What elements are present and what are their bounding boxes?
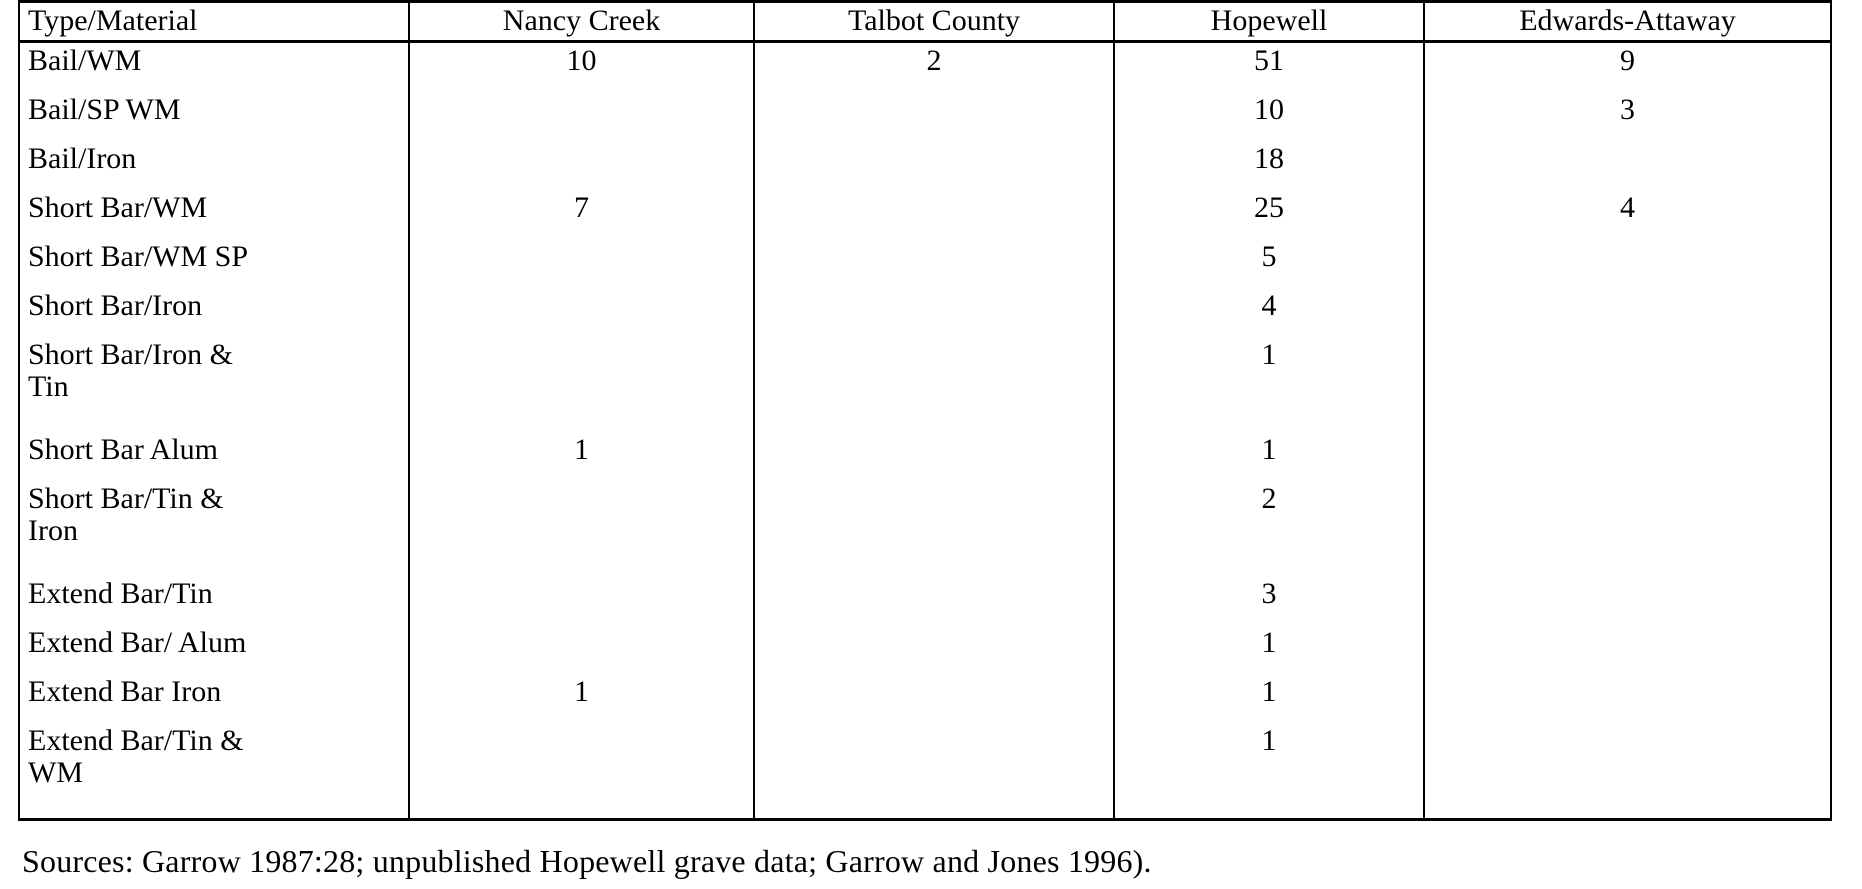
cell-value	[1424, 481, 1831, 576]
cell-value	[754, 625, 1114, 674]
table-row	[19, 92, 1831, 141]
table-header-row	[19, 2, 1831, 42]
cell-value	[409, 239, 754, 288]
cell-value	[1424, 141, 1831, 190]
cell-value	[409, 141, 754, 190]
cell-value: 2	[754, 42, 1114, 93]
coffin-hardware-table	[18, 0, 1832, 821]
row-label: Short Bar/Iron & Tin	[19, 337, 409, 432]
cell-value: 5	[1114, 239, 1424, 288]
row-label: Short Bar/WM	[19, 190, 409, 239]
row-label: Bail/WM	[19, 42, 409, 93]
table-row	[19, 42, 1831, 93]
cell-value: 1	[1114, 723, 1424, 820]
row-label: Extend Bar/Tin	[19, 576, 409, 625]
cell-value	[754, 674, 1114, 723]
row-label: Short Bar/Iron	[19, 288, 409, 337]
row-label: Short Bar/Tin & Iron	[19, 481, 409, 576]
cell-value: 4	[1424, 190, 1831, 239]
coffin-hardware-table-container	[18, 0, 1830, 821]
cell-value	[1424, 288, 1831, 337]
table-row	[19, 337, 1831, 432]
table-row	[19, 674, 1831, 723]
cell-value	[409, 576, 754, 625]
row-label: Extend Bar/ Alum	[19, 625, 409, 674]
row-label: Extend Bar Iron	[19, 674, 409, 723]
row-label: Bail/SP WM	[19, 92, 409, 141]
column-header-nancy-creek: Nancy Creek	[409, 2, 754, 42]
column-header-type-material: Type/Material	[19, 2, 409, 42]
cell-value	[754, 576, 1114, 625]
cell-value	[1424, 576, 1831, 625]
row-label: Bail/Iron	[19, 141, 409, 190]
table-row	[19, 576, 1831, 625]
table-body	[19, 42, 1831, 820]
cell-value: 3	[1114, 576, 1424, 625]
cell-value	[1424, 239, 1831, 288]
cell-value	[409, 337, 754, 432]
column-header-talbot-county: Talbot County	[754, 2, 1114, 42]
cell-value: 10	[1114, 92, 1424, 141]
table-row	[19, 239, 1831, 288]
row-label: Short Bar Alum	[19, 432, 409, 481]
cell-value: 18	[1114, 141, 1424, 190]
cell-value	[754, 92, 1114, 141]
column-header-hopewell: Hopewell	[1114, 2, 1424, 42]
cell-value	[409, 288, 754, 337]
table-header	[19, 2, 1831, 42]
cell-value	[1424, 674, 1831, 723]
cell-value	[409, 625, 754, 674]
cell-value	[754, 723, 1114, 820]
cell-value	[409, 481, 754, 576]
cell-value: 10	[409, 42, 754, 93]
table-row	[19, 432, 1831, 481]
cell-value: 1	[1114, 432, 1424, 481]
cell-value: 1	[1114, 337, 1424, 432]
cell-value: 2	[1114, 481, 1424, 576]
cell-value	[1424, 723, 1831, 820]
cell-value	[754, 337, 1114, 432]
cell-value	[754, 190, 1114, 239]
cell-value: 1	[409, 432, 754, 481]
cell-value: 25	[1114, 190, 1424, 239]
table-row	[19, 288, 1831, 337]
table-row	[19, 723, 1831, 820]
cell-value	[409, 723, 754, 820]
cell-value: 1	[1114, 674, 1424, 723]
cell-value: 51	[1114, 42, 1424, 93]
cell-value	[754, 481, 1114, 576]
table-row	[19, 141, 1831, 190]
cell-value	[754, 432, 1114, 481]
cell-value	[754, 141, 1114, 190]
cell-value	[409, 92, 754, 141]
table-row	[19, 190, 1831, 239]
cell-value: 7	[409, 190, 754, 239]
cell-value: 9	[1424, 42, 1831, 93]
row-label: Extend Bar/Tin & WM	[19, 723, 409, 820]
row-label: Short Bar/WM SP	[19, 239, 409, 288]
table-row	[19, 481, 1831, 576]
cell-value	[1424, 625, 1831, 674]
table-row	[19, 625, 1831, 674]
cell-value	[1424, 337, 1831, 432]
cell-value	[754, 288, 1114, 337]
cell-value	[1424, 432, 1831, 481]
cell-value: 1	[1114, 625, 1424, 674]
cell-value	[754, 239, 1114, 288]
table-sources-note: Sources: Garrow 1987:28; unpublished Hopewell grave data; Garrow and Jones 1996).	[22, 843, 1152, 879]
cell-value: 4	[1114, 288, 1424, 337]
column-header-edwards-attaway: Edwards-Attaway	[1424, 2, 1831, 42]
cell-value: 1	[409, 674, 754, 723]
cell-value: 3	[1424, 92, 1831, 141]
